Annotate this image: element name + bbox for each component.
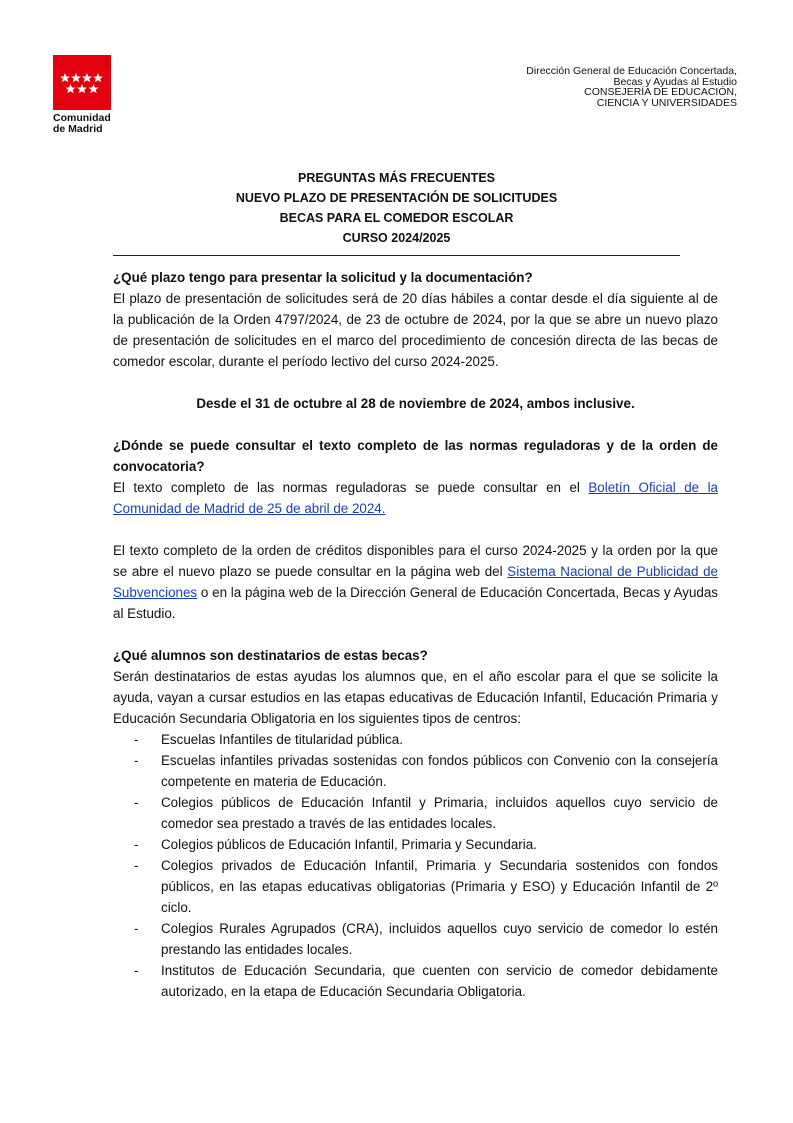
question-normas: ¿Dónde se puede consultar el texto completo de las normas reguladoras y de la orden de convocatoria? xyxy=(113,438,718,474)
list-item: - Colegios públicos de Educación Infantil, Primaria y Secundaria. xyxy=(134,837,537,852)
answer-destinatarios: Serán destinatarios de estas ayudas los alumnos que, en el año escolar para el que se solicite la ayuda, vayan a cursar estudios en las etapas educativas de Educación Infantil, Educación Primaria y Educación Secundaria Obligatoria en los siguientes tipos de centros: xyxy=(113,669,718,726)
question-plazo: ¿Qué plazo tengo para presentar la solicitud y la documentación? xyxy=(113,270,533,285)
answer-plazo: El plazo de presentación de solicitudes será de 20 días hábiles a contar desde el día siguiente al de la publicación de la Orden 4797/2024, de 23 de octubre de 2024, por la que se abre un nuevo plazo de presentación de solicitudes en el marco del procedimiento de concesión directa de las becas de comedor escolar, durante el período lectivo del curso 2024-2025. xyxy=(113,291,718,369)
star-icon xyxy=(66,84,76,93)
seven-stars-icon xyxy=(53,55,111,110)
list-item: - Escuelas infantiles privadas sostenidas con fondos públicos con Convenio con la consejería competente en materia de Educación. xyxy=(134,753,718,789)
center-types-list xyxy=(113,729,718,1002)
comunidad-de-madrid-logo xyxy=(53,55,113,135)
document-body xyxy=(113,267,718,1002)
document-title xyxy=(0,168,793,248)
list-item: - Colegios públicos de Educación Infantil y Primaria, incluidos aquellos cuyo servicio de comedor sea prestado a través de las entidades locales. xyxy=(134,795,718,831)
answer-normas-2: El texto completo de la orden de créditos disponibles para el curso 2024-2025 y la orden por la que se abre el nuevo plazo se puede consultar en la página web del Sistema Nacional de Publicidad de Subvenciones o en la página web de la Dirección General de Educación Concertada, Becas y Ayudas al Estudio. xyxy=(113,543,719,621)
logo-caption: Comunidad de Madrid xyxy=(53,112,111,135)
star-icon xyxy=(93,73,103,82)
title-line: CURSO 2024/2025 xyxy=(342,231,451,245)
title-line: PREGUNTAS MÁS FRECUENTES xyxy=(297,171,495,185)
list-item: - Escuelas Infantiles de titularidad pública. xyxy=(134,732,403,747)
organization-header xyxy=(526,66,737,108)
star-icon xyxy=(60,73,70,82)
star-icon xyxy=(77,84,87,93)
sistema-nacional-link[interactable]: Sistema Nacional de Publicidad de Subvenciones xyxy=(113,564,719,600)
list-item: - Institutos de Educación Secundaria, que cuenten con servicio de comedor debidamente autorizado, en la etapa de Educación Secundaria Obligatoria. xyxy=(134,963,718,999)
star-icon xyxy=(71,73,81,82)
plazo-dates: Desde el 31 de octubre al 28 de noviembre de 2024, ambos inclusive. xyxy=(196,396,635,411)
title-line: BECAS PARA EL COMEDOR ESCOLAR xyxy=(279,211,514,225)
list-item: - Colegios privados de Educación Infantil, Primaria y Secundaria sostenidos con fondos públicos, en las etapas educativas obligatorias (Primaria y ESO) y Educación Infantil de 2º ciclo. xyxy=(134,858,718,915)
answer-normas-1: El texto completo de las normas reguladoras se puede consultar en el Boletín Oficial de la Comunidad de Madrid de 25 de abril de 2024. xyxy=(113,480,719,516)
org-line: CONSEJERÍA DE EDUCACIÓN, xyxy=(584,86,737,98)
list-item: - Colegios Rurales Agrupados (CRA), incluidos aquellos cuyo servicio de comedor lo estén prestando las entidades locales. xyxy=(134,921,718,957)
star-icon xyxy=(82,73,92,82)
question-destinatarios: ¿Qué alumnos son destinatarios de estas becas? xyxy=(113,648,428,663)
org-line: Dirección General de Educación Concertada, xyxy=(526,65,737,77)
org-line: CIENCIA Y UNIVERSIDADES xyxy=(596,96,737,109)
logo-red-box xyxy=(53,55,111,110)
title-line: NUEVO PLAZO DE PRESENTACIÓN DE SOLICITUDES xyxy=(235,191,558,205)
boletin-oficial-link[interactable]: Boletín Oficial de la Comunidad de Madrid de 25 de abril de 2024. xyxy=(113,480,719,516)
star-icon xyxy=(89,84,99,93)
org-line: Becas y Ayudas al Estudio xyxy=(613,75,737,88)
title-divider xyxy=(113,255,680,256)
